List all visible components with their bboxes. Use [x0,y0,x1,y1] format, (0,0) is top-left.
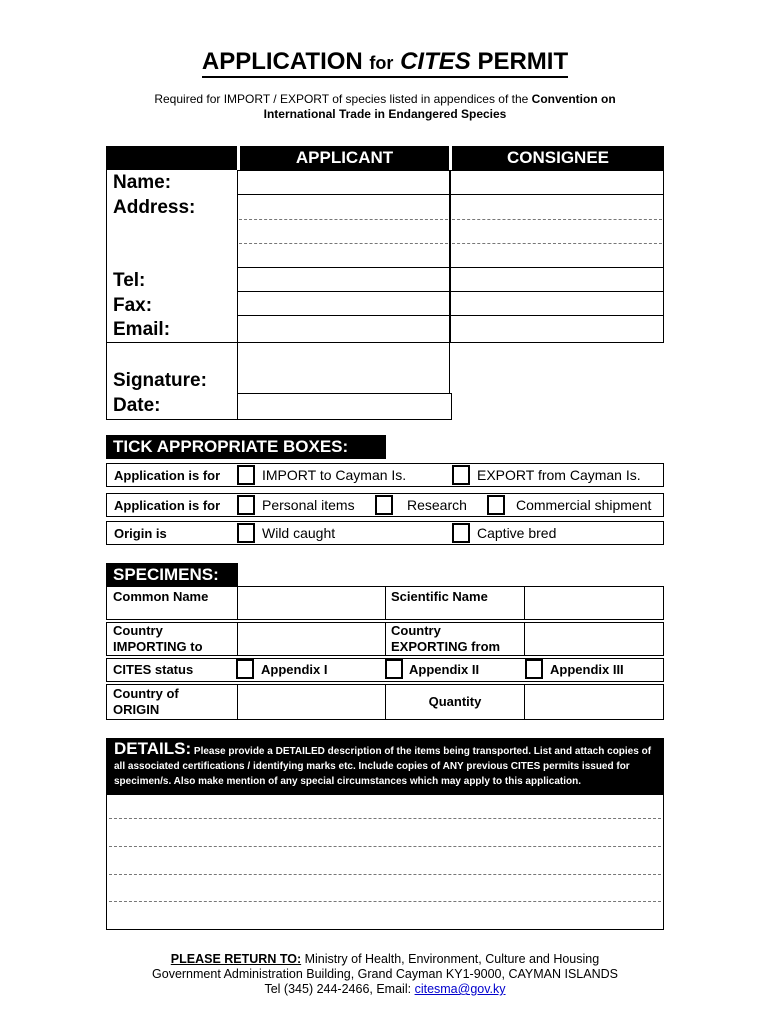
tick-row-purpose [106,493,664,517]
title-cites: CITES [400,48,471,75]
subtitle-bold-2: International Trade in Endangered Species [263,107,507,121]
details-header-block [106,738,664,794]
specimens-table [106,586,664,720]
commercial-shipment-checkbox[interactable] [487,495,505,515]
quantity-label: Quantity [428,694,482,709]
name-label: Name: [113,172,172,193]
email-label: Email: [113,319,171,340]
consignee-tel-field[interactable] [450,267,664,292]
personal-items-checkbox[interactable] [237,495,255,515]
address-line [452,219,662,220]
country-exporting-line1: Country [391,623,441,638]
address-line [239,219,448,220]
tick-row-import-export [106,463,664,487]
common-name-field[interactable] [237,586,386,620]
title-permit: PERMIT [477,48,569,75]
country-origin-line2: ORIGIN [113,702,160,717]
country-exporting-line2: EXPORTING from [391,639,501,654]
consignee-fax-field[interactable] [450,291,664,316]
import-checkbox[interactable] [237,465,255,485]
appendix-3-label: Appendix III [550,662,624,677]
row2-label: Application is for [114,498,221,513]
applicant-name-field[interactable] [237,170,450,195]
scientific-name-field[interactable] [524,586,664,620]
applicant-address-field[interactable] [237,194,450,268]
consignee-email-field[interactable] [450,315,664,343]
country-origin-label [113,686,179,718]
footer-line-1: Ministry of Health, Environment, Culture and Housing [304,952,600,966]
research-checkbox[interactable] [375,495,393,515]
country-importing-label [113,623,203,655]
consignee-header: CONSIGNEE [452,148,664,168]
page-title [0,48,770,78]
address-line [452,243,662,244]
details-line [109,874,661,875]
country-exporting-label [391,623,500,655]
applicant-email-field[interactable] [237,315,450,343]
details-line [109,901,661,902]
country-origin-line1: Country of [113,686,179,701]
applicant-fax-field[interactable] [237,291,450,316]
appendix-3-checkbox[interactable] [525,659,543,679]
consignee-name-field[interactable] [450,170,664,195]
country-importing-line1: Country [113,623,163,638]
subtitle [100,92,670,122]
subtitle-text: Required for IMPORT / EXPORT of species listed in appendices of the [154,92,529,106]
table-border [106,170,107,420]
export-checkbox[interactable] [452,465,470,485]
export-option-label: EXPORT from Cayman Is. [477,467,641,483]
tick-row-origin [106,521,664,545]
wild-caught-checkbox[interactable] [237,523,255,543]
country-exporting-field[interactable] [524,622,664,656]
appendix-1-label: Appendix I [261,662,328,677]
applicant-header: APPLICANT [240,148,449,168]
date-label: Date: [113,395,161,416]
footer-tel: Tel (345) 244-2466, Email: [264,982,412,996]
captive-bred-label: Captive bred [477,525,557,541]
details-line [109,846,661,847]
applicant-tel-field[interactable] [237,267,450,292]
applicant-signature-field[interactable] [237,342,450,394]
details-header: DETAILS: [114,739,192,758]
row1-label: Application is for [114,468,221,483]
return-label: PLEASE RETURN TO: [170,952,302,966]
commercial-shipment-label: Commercial shipment [516,497,652,513]
country-importing-line2: IMPORTING to [113,639,203,654]
fax-label: Fax: [113,295,153,316]
address-line [239,243,448,244]
details-line [109,818,661,819]
address-label: Address: [113,197,196,218]
title-for: for [369,53,394,73]
subtitle-bold-1: Convention on [531,92,616,106]
email-link[interactable]: citesma@gov.ky [414,982,506,996]
import-option-label: IMPORT to Cayman Is. [262,467,407,483]
common-name-label: Common Name [113,589,209,604]
row3-label: Origin is [114,526,167,541]
specimens-header: SPECIMENS: [106,563,238,587]
table-border [106,342,237,343]
appendix-2-checkbox[interactable] [385,659,403,679]
scientific-name-label: Scientific Name [391,589,488,604]
footer [100,952,670,997]
details-instructions: Please provide a DETAILED description of the items being transported. List and attach copies of all associated certifications / identifying marks etc. Include copies of ANY previous CITES permits issued for specimen/s. Also make mention of any special circumstances which may apply to this application. [114,746,652,787]
footer-line-2: Government Administration Building, Grand Cayman KY1-9000, CAYMAN ISLANDS [152,967,618,981]
wild-caught-label: Wild caught [262,525,336,541]
country-importing-field[interactable] [237,622,386,656]
details-textarea[interactable] [106,794,664,930]
personal-items-label: Personal items [262,497,355,513]
signature-label: Signature: [113,370,207,391]
tick-header: TICK APPROPRIATE BOXES: [106,435,386,459]
title-application: APPLICATION [201,48,363,75]
consignee-address-field[interactable] [450,194,664,268]
appendix-2-label: Appendix II [409,662,480,677]
appendix-1-checkbox[interactable] [236,659,254,679]
country-origin-field[interactable] [237,684,386,720]
applicant-date-field[interactable] [237,393,452,420]
quantity-field[interactable] [524,684,664,720]
cites-status-label: CITES status [113,662,194,677]
captive-bred-checkbox[interactable] [452,523,470,543]
contact-table [106,146,664,420]
research-label: Research [407,497,467,513]
tel-label: Tel: [113,270,146,291]
